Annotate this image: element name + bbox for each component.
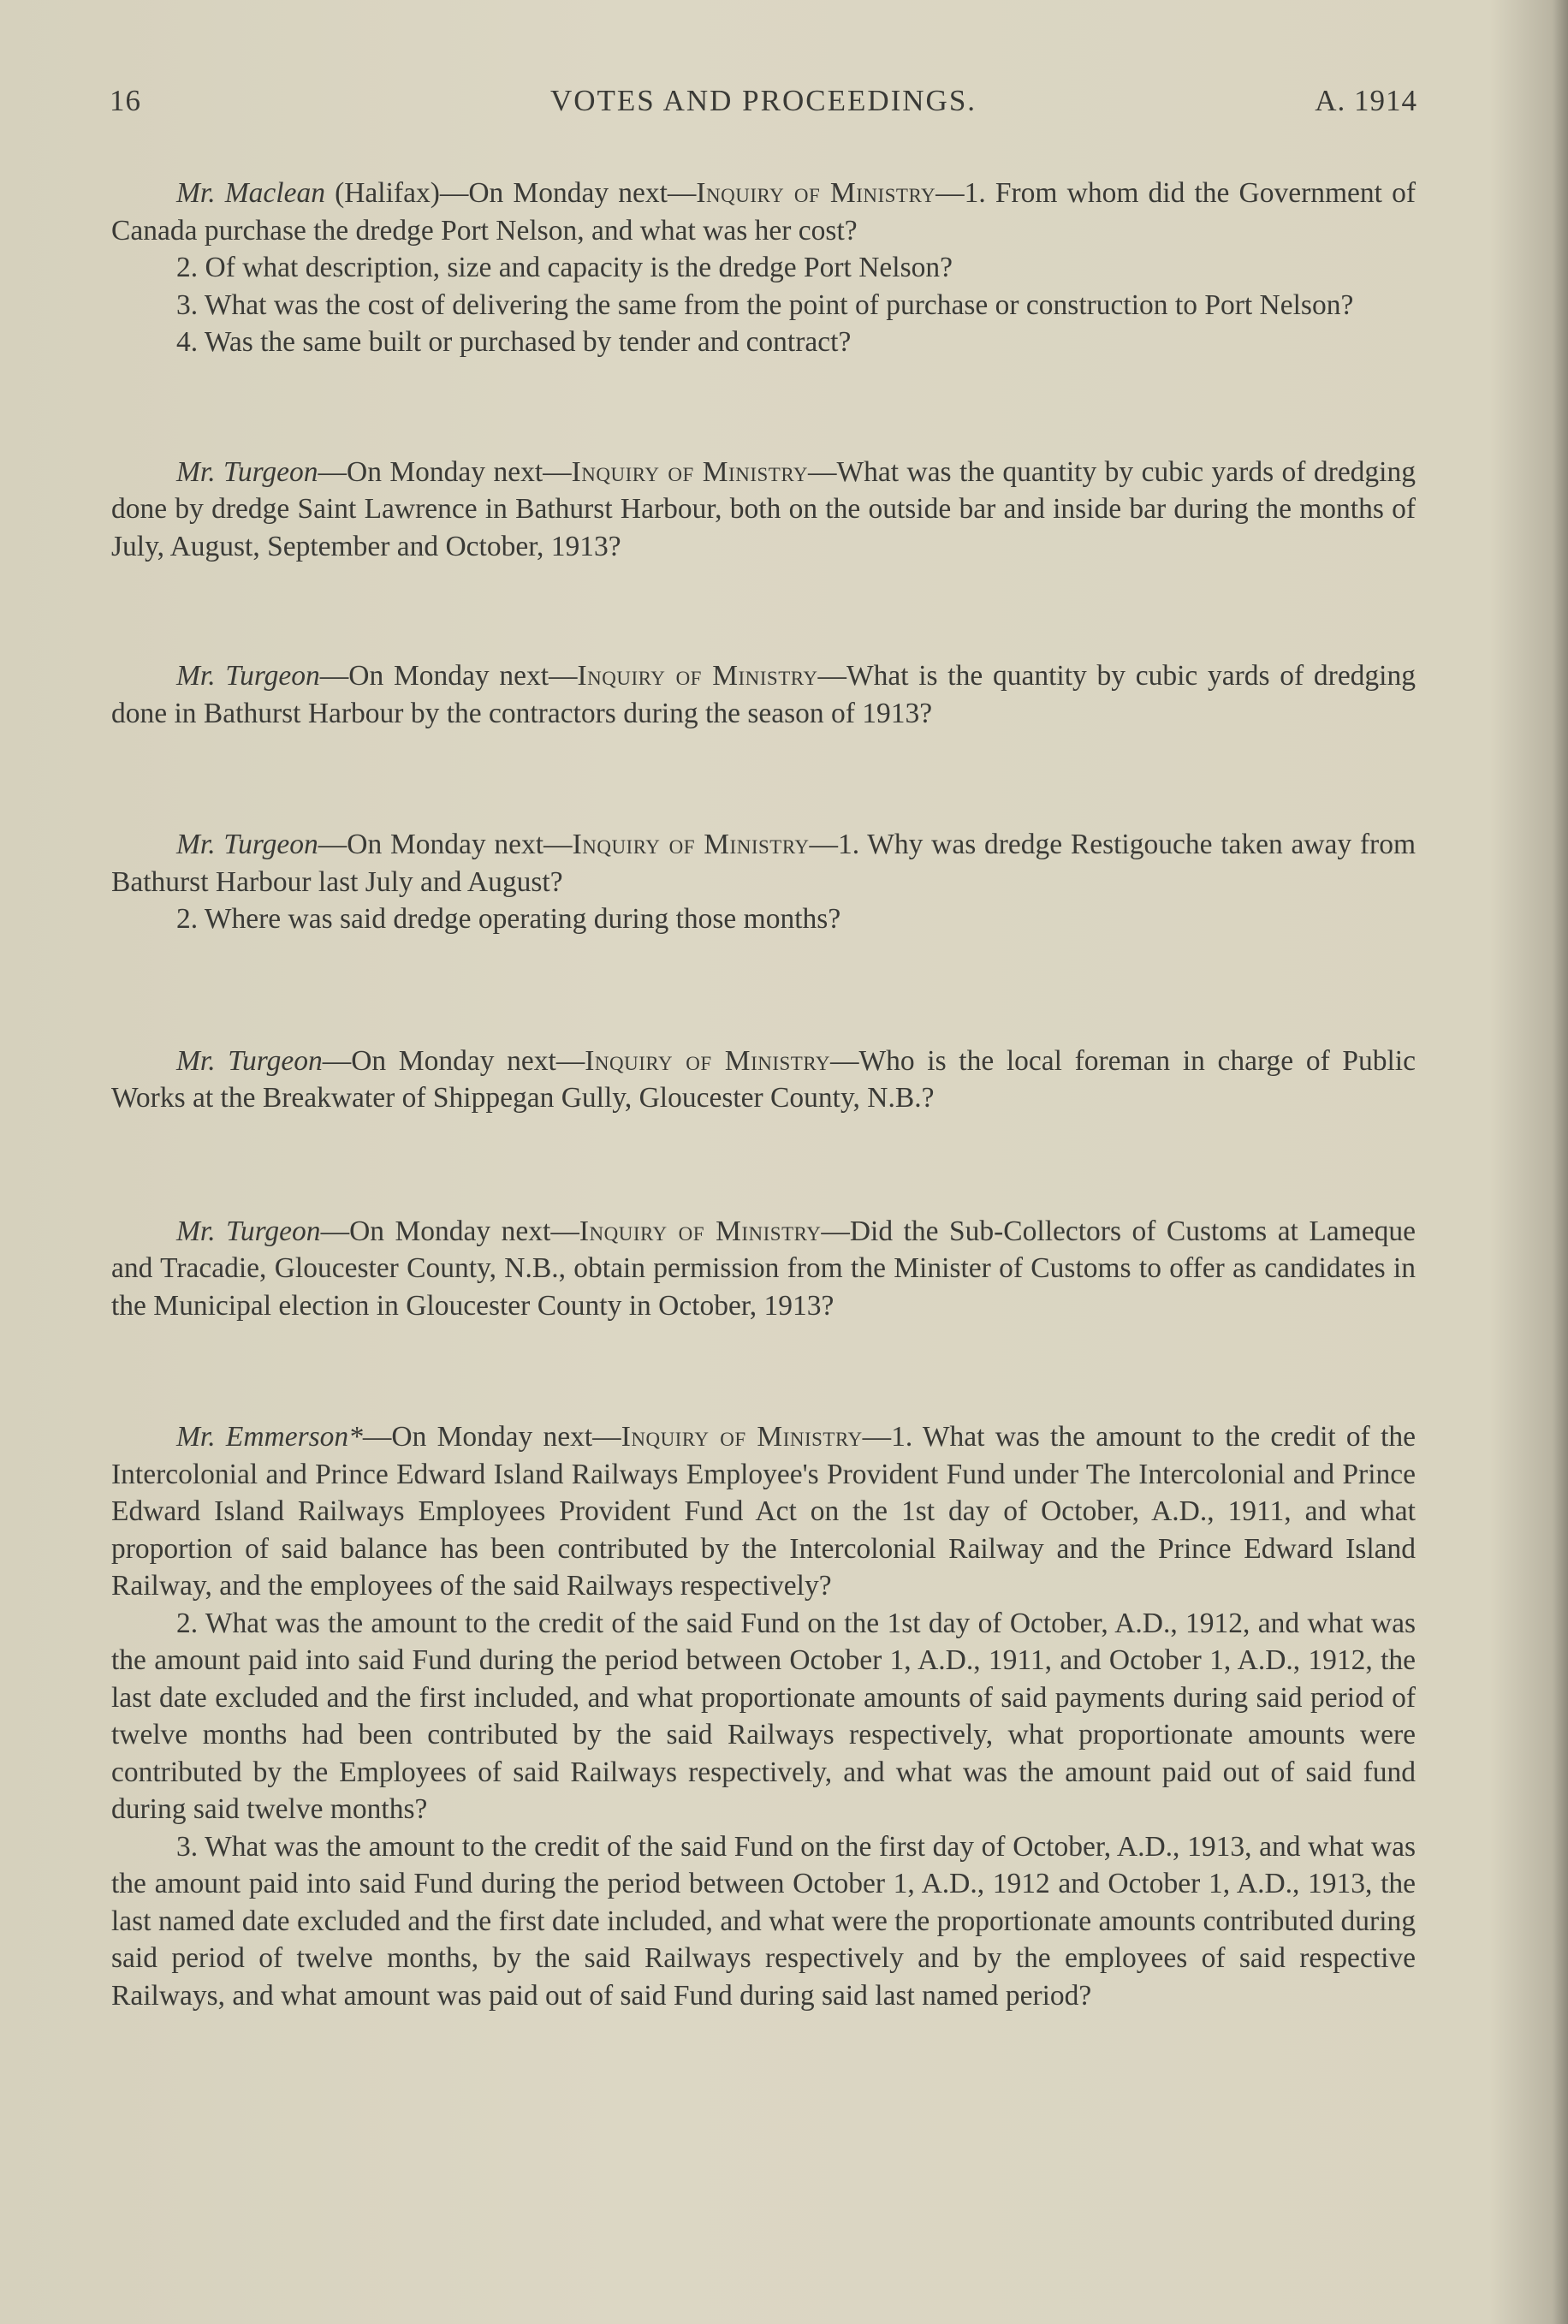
question-text: —1. What was the amount to the credit of the Intercolonial and Prince Edward Island Railways Employee's Provident Fund under The Intercolonial and Prince Edward Island Railways Employees Provident Fund Act on the 1st day of October, A.D., 1911, and what proportion of said balance has been contributed by the Intercolonial Railway and the Prince Edward Island Railway, and the employees of the said Railways respectively? [111,1421,1417,1602]
question-paragraph: 2. What was the amount to the credit of the said Fund on the 1st day of October, A.D., 1912, and what was the amount paid into said Fund during the period between October 1, A.D., 1911, and October 1, A.D., 1912, the last date excluded and the first included, and what proportionate amounts of said payments during said period of twelve months had been contributed by the said Railways respectively, what proportionate amounts were contributed by the Employees of said Railways respectively, and what was the amount paid out of said fund during said twelve months? [111,1607,1416,1825]
inquiry-label: Inquiry of Ministry [696,177,936,209]
inquiry-label: Inquiry of Ministry [572,829,810,860]
question-entry [111,826,1416,938]
question-paragraph: 3. What was the cost of delivering the same from the point of purchase or construction to Port Nelson? [176,288,1354,321]
question-text: —Who is the local foreman in charge of Public Works at the Breakwater of Shippegan Gully, Gloucester County, N.B.? [111,1044,1416,1114]
question-text: —What was the quantity by cubic yards of dredging done by dredge Saint Lawrence in Bathurst Harbour, both on the outside bar and inside bar during the months of July, August, September and October, 1913? [111,455,1416,562]
question-paragraph: 2. Where was said dredge operating during those months? [176,903,841,935]
question-paragraph [111,657,1416,732]
inquiry-label: Inquiry of Ministry [571,455,809,488]
inquiry-label: Inquiry of Ministry [585,1044,831,1077]
question-paragraph: 4. Was the same built or purchased by tender and contract? [176,326,852,358]
notice-lead: —On Monday next— [320,1215,579,1247]
question-entry [111,657,1416,732]
notice-lead: —On Monday next— [319,660,578,692]
question-paragraph [111,1213,1416,1325]
page-body [111,175,1416,2014]
question-paragraph [111,826,1416,900]
question-text: —What is the quantity by cubic yards of dredging done in Bathurst Harbour by the contractors during the season of 1913? [111,660,1416,729]
question-entry [111,454,1416,566]
page-header [110,84,1417,127]
question-text: —1. Why was dredge Restigouche taken away from Bathurst Harbour last July and August? [111,829,1417,898]
notice-lead: —On Monday next— [362,1421,621,1453]
running-title: VOTES AND PROCEEDINGS. [549,84,977,117]
session-year: A. 1914 [1315,84,1417,117]
inquiry-label: Inquiry of Ministry [577,660,818,692]
member-suffix: (Halifax) [324,177,440,209]
member-name: Mr. Maclean [176,177,325,209]
inquiry-label: Inquiry of Ministry [579,1215,822,1247]
question-entry [111,1043,1416,1117]
question-text: —1. From whom did the Government of Canada purchase the dredge Port Nelson, and what was her cost? [111,177,1417,247]
question-paragraph: 3. What was the amount to the credit of the said Fund on the first day of October, A.D., 1913, and what was the amount paid into said Fund during the period between October 1, A.D., 1912 and October 1, A.D., 1913, the last named date excluded and the first date included, and what were the proportionate amounts contributed during said period of twelve months, by the said Railways respectively and by the employees of said respective Railways, and what amount was paid out of said Fund during said last named period? [111,1830,1416,2012]
notice-lead: —On Monday next— [318,829,573,860]
notice-lead: —On Monday next— [322,1044,585,1077]
question-paragraph [111,175,1416,249]
question-text: —Did the Sub-Collectors of Customs at Lameque and Tracadie, Gloucester County, N.B., obtain permission from the Minister of Customs to offer as candidates in the Municipal election in Gloucester County in October, 1913? [111,1215,1416,1322]
question-entry [111,1213,1416,1325]
notice-lead: —On Monday next— [318,455,572,488]
notice-lead: —On Monday next— [439,177,697,209]
member-name: Mr. Turgeon [176,660,320,692]
question-paragraph [111,454,1416,566]
question-entry [111,1418,1416,2014]
member-name: Mr. Turgeon [176,1044,323,1077]
inquiry-label: Inquiry of Ministry [621,1421,863,1453]
question-paragraph: 2. Of what description, size and capacity is the dredge Port Nelson? [176,252,953,283]
page-number: 16 [110,84,141,117]
member-name: Mr. Turgeon [176,829,318,860]
question-paragraph [111,1418,1416,1605]
question-entry [111,175,1416,361]
member-name: Mr. Turgeon [176,455,318,488]
member-name: Mr. Turgeon [176,1215,321,1247]
question-paragraph [111,1043,1416,1117]
member-name: Mr. Emmerson* [176,1421,363,1453]
